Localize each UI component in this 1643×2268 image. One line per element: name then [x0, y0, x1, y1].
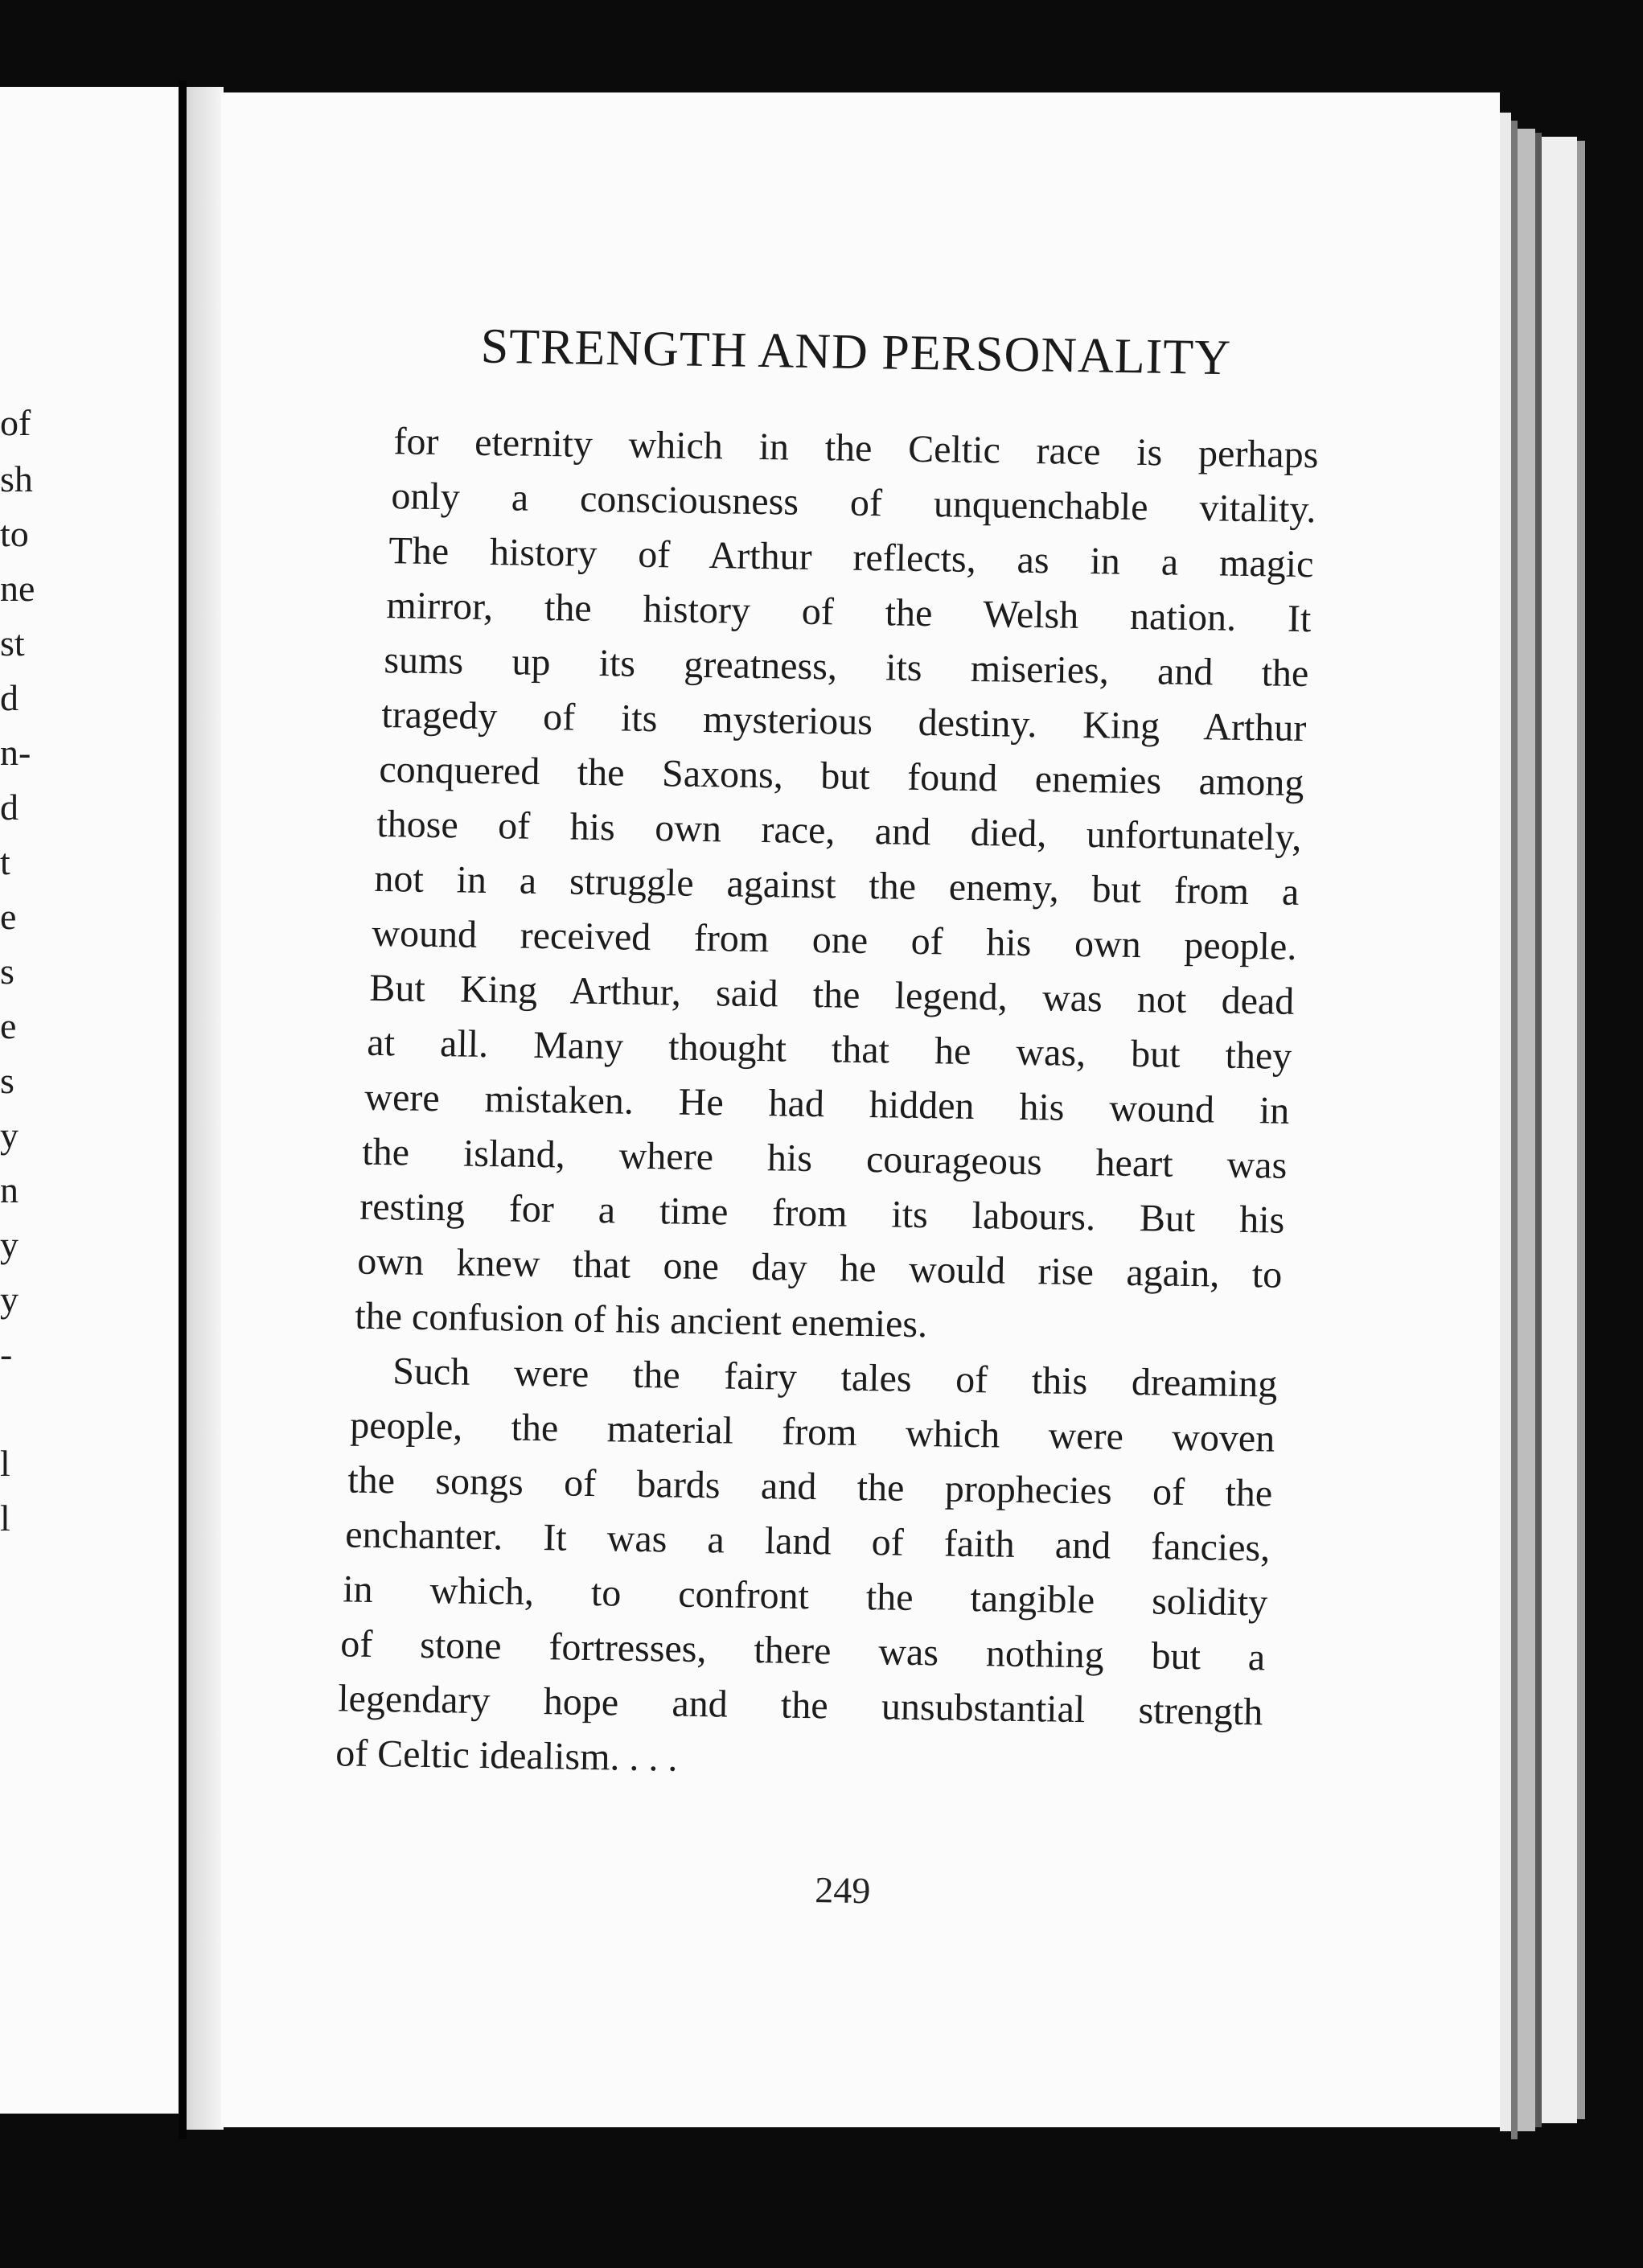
- left-page-line-fragment: s: [0, 951, 14, 992]
- body-text: [221, 92, 1500, 2127]
- left-page-line-fragment: -: [0, 1333, 13, 1374]
- left-page-line-fragment: to: [0, 513, 29, 554]
- text-line: for eternity which in the Celtic race is perhaps: [393, 420, 1319, 477]
- page-edge: [1535, 133, 1542, 2127]
- page-number: 249: [814, 1869, 871, 1912]
- text-line: sums up its greatness, its miseries, and the: [384, 639, 1309, 696]
- left-page-line-fragment: l: [0, 1498, 10, 1539]
- left-page-line-fragment: e: [0, 1005, 17, 1046]
- book-gutter: [179, 80, 187, 2139]
- left-page-line-fragment: d: [0, 677, 18, 718]
- page-edge: [1542, 137, 1577, 2123]
- text-line: mirror, the history of the Welsh nation. It: [386, 584, 1312, 641]
- text-line: at all. Many thought that he was, but they: [367, 1021, 1292, 1078]
- left-facing-page: [0, 87, 179, 2114]
- left-page-line-fragment: n-: [0, 732, 31, 773]
- text-line: The history of Arthur reflects, as in a magic: [388, 529, 1314, 586]
- text-line: of stone fortresses, there was nothing but a: [339, 1622, 1266, 1679]
- text-line: wound received from one of his own people.: [372, 911, 1297, 968]
- text-line: Such were the fairy tales of this dreaming: [392, 1350, 1278, 1406]
- left-page-line-fragment: y: [0, 1224, 18, 1265]
- left-page-line-fragment: st: [0, 622, 25, 664]
- page-edge: [1500, 113, 1511, 2131]
- running-head: STRENGTH AND PERSONALITY: [480, 318, 1232, 386]
- left-page-line-fragment: d: [0, 787, 18, 828]
- main-page: [221, 92, 1500, 2127]
- text-line: of Celtic idealism. . . .: [335, 1732, 678, 1780]
- text-line: resting for a time from its labours. But his: [359, 1185, 1285, 1242]
- text-line: in which, to confront the tangible solidity: [342, 1567, 1268, 1625]
- left-page-line-fragment: l: [0, 1443, 10, 1484]
- left-page-line-fragment: e: [0, 896, 17, 937]
- page-edge: [1577, 141, 1585, 2119]
- page-edge: [1518, 129, 1535, 2131]
- text-line: the songs of bards and the prophecies of the: [347, 1458, 1273, 1515]
- left-page-line-fragment: y: [0, 1115, 18, 1156]
- text-line: enchanter. It was a land of faith and fancies,: [344, 1513, 1271, 1570]
- page-edge: [1511, 121, 1518, 2139]
- text-line: legendary hope and the unsubstantial strength: [337, 1677, 1263, 1734]
- left-page-line-fragment: ne: [0, 568, 35, 609]
- text-line: those of his own race, and died, unfortunately,: [376, 802, 1302, 860]
- left-page-line-fragment: of: [0, 402, 31, 443]
- text-line: tragedy of its mysterious destiny. King Arthur: [381, 693, 1307, 750]
- text-line: But King Arthur, said the legend, was not dead: [369, 966, 1295, 1023]
- left-page-line-fragment: n: [0, 1169, 18, 1210]
- left-page-line-fragment: y: [0, 1279, 18, 1320]
- text-line: only a consciousness of unquenchable vitality.: [391, 475, 1316, 532]
- text-line: the confusion of his ancient enemies.: [354, 1294, 928, 1346]
- left-page-line-fragment: t: [0, 841, 10, 882]
- text-line: were mistaken. He had hidden his wound in: [364, 1075, 1290, 1132]
- text-line: people, the material from which were woven: [349, 1403, 1275, 1461]
- text-line: the island, where his courageous heart was: [361, 1130, 1288, 1187]
- text-line: conquered the Saxons, but found enemies among: [379, 747, 1304, 805]
- page-fold-shadow: [187, 87, 224, 2130]
- text-line: own knew that one day he would rise again, to: [356, 1239, 1283, 1296]
- left-page-line-fragment: sh: [0, 458, 33, 499]
- left-page-line-fragment: s: [0, 1060, 14, 1101]
- text-line: not in a struggle against the enemy, but from a: [374, 857, 1300, 914]
